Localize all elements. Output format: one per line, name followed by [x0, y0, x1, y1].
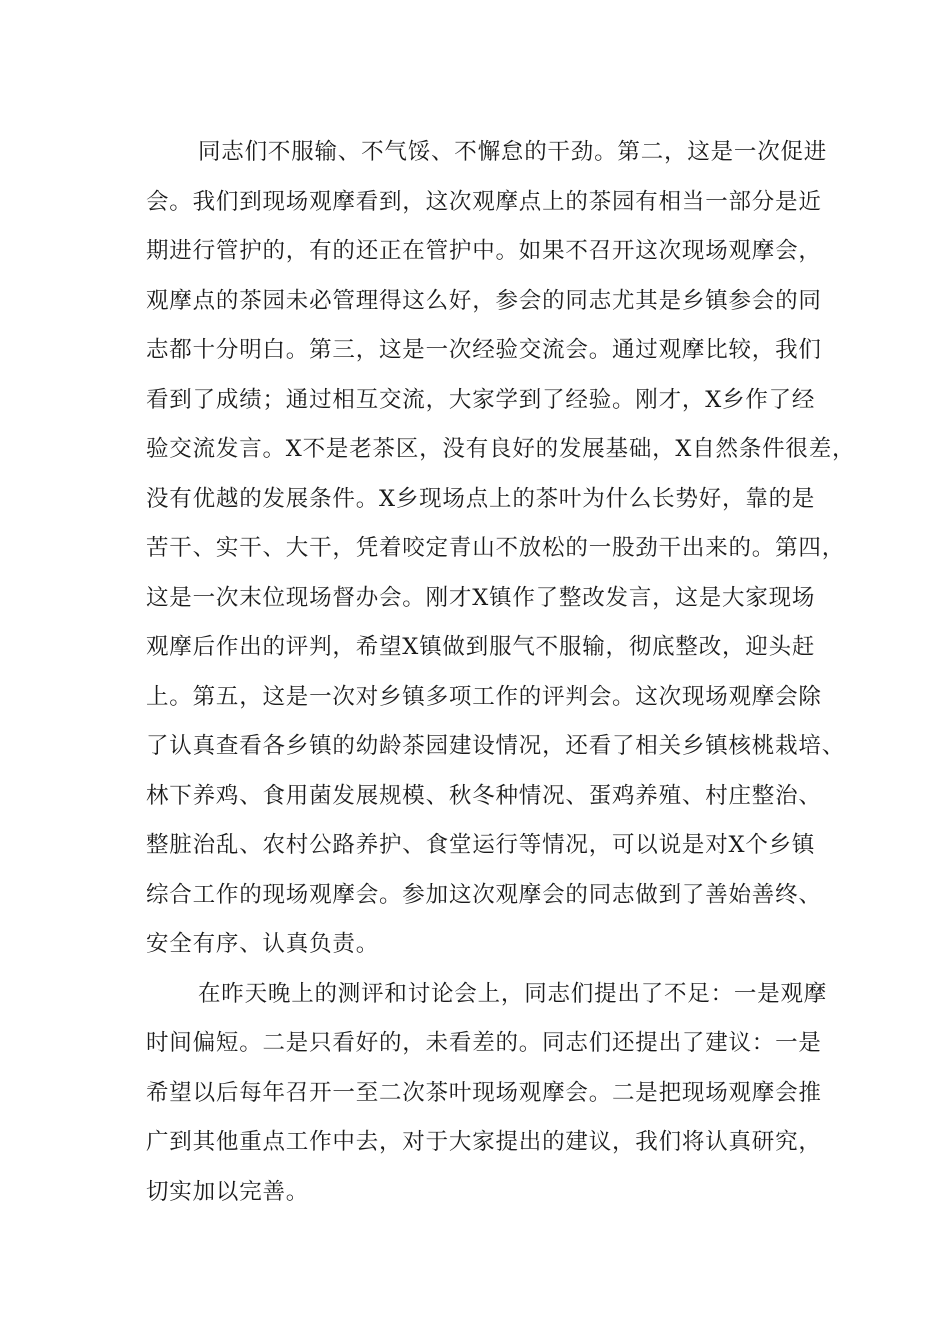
- text-line: 上。第五，这是一次对乡镇多项工作的评判会。这次现场观摩会除: [146, 683, 822, 710]
- text-line: 时间偏短。二是只看好的，未看差的。同志们还提出了建议：一是: [146, 1030, 822, 1056]
- text-line: 验交流发言。X不是老茶区，没有良好的发展基础，X自然条件很差，: [146, 436, 856, 462]
- text-line: 期进行管护的，有的还正在管护中。如果不召开这次现场观摩会，: [146, 238, 822, 264]
- text-line: 观摩点的茶园未必管理得这么好，参会的同志尤其是乡镇参会的同: [146, 287, 822, 314]
- document-body: [146, 128, 856, 1217]
- text-line: 志都十分明白。第三，这是一次经验交流会。通过观摩比较，我们: [146, 337, 822, 363]
- text-line: 观摩后作出的评判，希望X镇做到服气不服输，彻底整改，迎头赶: [146, 634, 816, 660]
- text-line: 在昨天晚上的测评和讨论会上，同志们提出了不足：一是观摩: [198, 980, 828, 1007]
- text-line: 希望以后每年召开一至二次茶叶现场观摩会。二是把现场观摩会推: [146, 1079, 822, 1106]
- text-line: 广到其他重点工作中去，对于大家提出的建议，我们将认真研究，: [146, 1129, 822, 1155]
- paragraph-2: [146, 970, 826, 1218]
- text-line: 看到了成绩；通过相互交流，大家学到了经验。刚才，X乡作了经: [146, 386, 816, 413]
- text-line: 切实加以完善。: [146, 1178, 310, 1205]
- text-line: 同志们不服输、不气馁、不懈怠的干劲。第二，这是一次促进: [198, 139, 828, 165]
- text-line: 苦干、实干、大干，凭着咬定青山不放松的一股劲干出来的。第四，: [146, 535, 846, 561]
- text-line: 整脏治乱、农村公路养护、食堂运行等情况，可以说是对X个乡镇: [146, 832, 816, 858]
- text-line: 这是一次末位现场督办会。刚才X镇作了整改发言，这是大家现场: [146, 584, 816, 611]
- text-line: 综合工作的现场观摩会。参加这次观摩会的同志做到了善始善终、: [146, 881, 822, 908]
- text-line: 没有优越的发展条件。X乡现场点上的茶叶为什么长势好，靠的是: [146, 485, 816, 512]
- text-line: 安全有序、认真负责。: [146, 931, 380, 957]
- text-line: 会。我们到现场观摩看到，这次观摩点上的茶园有相当一部分是近: [146, 188, 822, 215]
- paragraph-1: [146, 128, 856, 970]
- text-line: 了认真查看各乡镇的幼龄茶园建设情况，还看了相关乡镇核桃栽培、: [146, 733, 846, 759]
- text-line: 林下养鸡、食用菌发展规模、秋冬种情况、蛋鸡养殖、村庄整治、: [146, 782, 822, 809]
